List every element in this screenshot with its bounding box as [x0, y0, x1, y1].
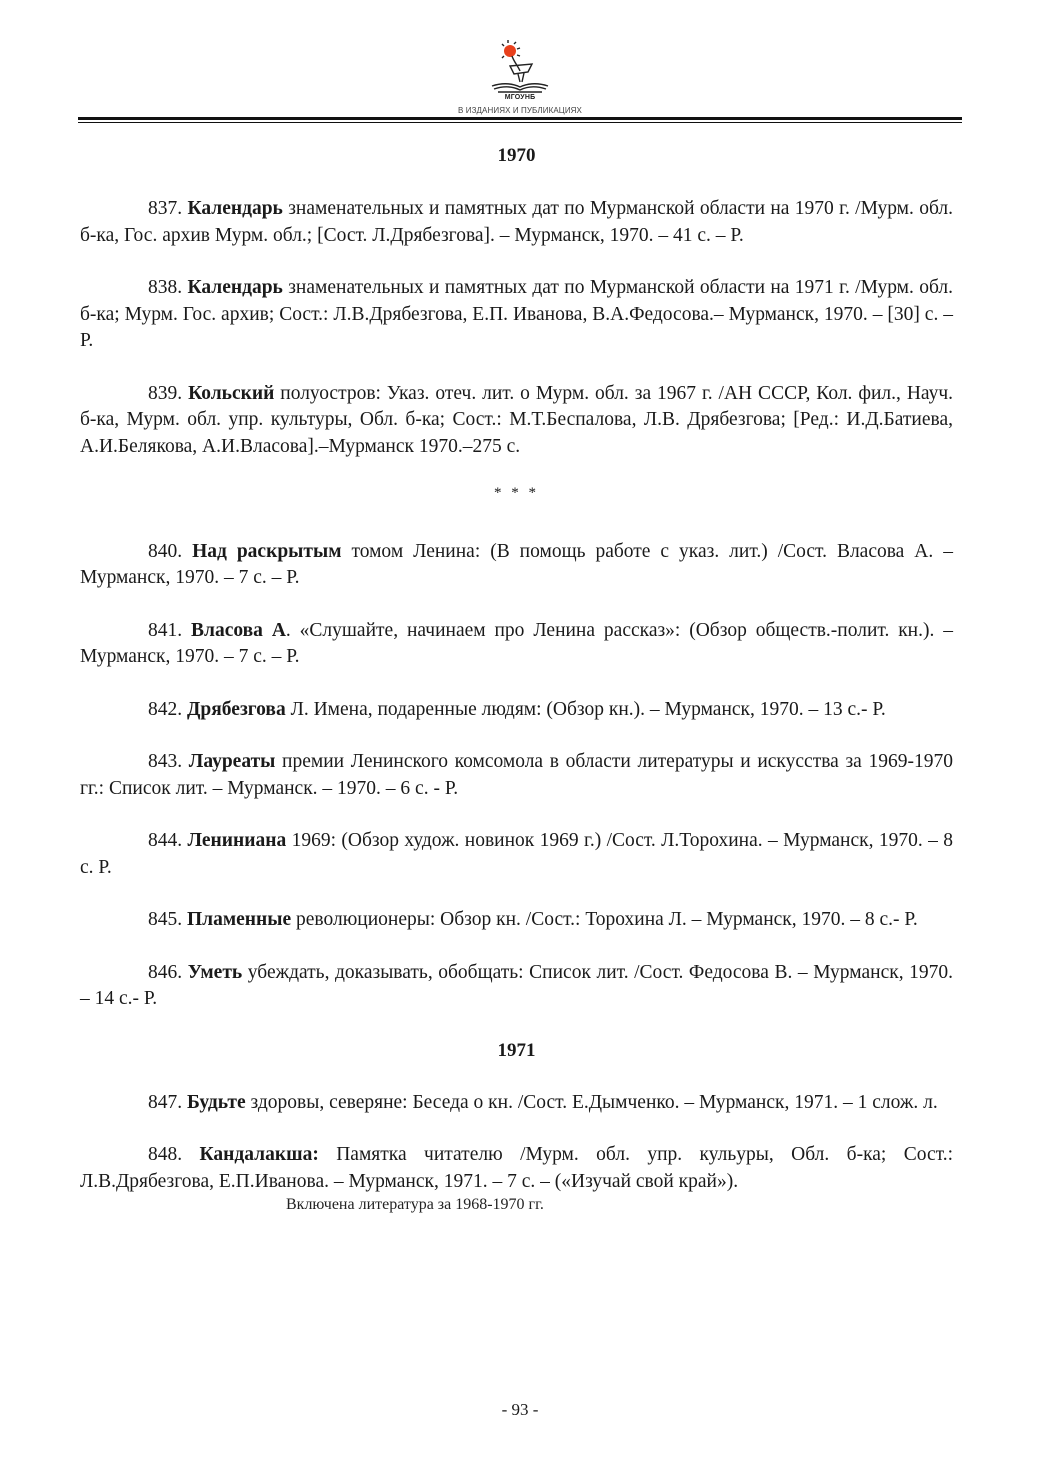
entry-number: 844.	[148, 830, 183, 851]
entry-title: Будьте	[187, 1091, 246, 1113]
entry-text: . «Слушайте, начинаем про Ленина рассказ»: (Обзор обществ.-полит. кн.). – Мурманск, 1970. – 7 с. – Р.	[80, 619, 954, 667]
header-subtitle: В ИЗДАНИЯХ И ПУБЛИКАЦИЯХ	[458, 106, 582, 115]
entry-text: Памятка читателю /Мурм. обл. упр. кульуры, Обл. б-ка; Сост.: Л.В.Дрябезгова, Е.П.Иванова. – Мурманск, 1971. – 7 с. – («Изучай свой край»).	[80, 1144, 953, 1192]
document-body	[80, 143, 953, 1215]
entry-text: премии Ленинского комсомола в области литературы и искусства за 1969-1970 гг.: Список лит. – Мурманск. – 1970. – 6 с. - Р.	[80, 751, 953, 799]
header-rule-thick	[78, 117, 962, 120]
bibliography-entry	[80, 539, 953, 592]
bibliography-entry	[80, 960, 953, 1013]
entry-number: 840.	[148, 540, 183, 562]
entry-title: Пламенные	[187, 909, 292, 930]
entry-text: Л. Имена, подаренные людям: (Обзор кн.). – Мурманск, 1970. – 13 с.- Р.	[285, 698, 886, 720]
entry-title: Над раскрытым	[192, 540, 342, 562]
entry-text: томом Ленина: (В помощь работе с указ. лит.) /Сост. Власова А. – Мурманск, 1970. – 7 с. – Р.	[80, 540, 953, 588]
bibliography-entry	[80, 196, 953, 249]
bibliography-entry	[80, 381, 953, 461]
entry-number: 839.	[148, 382, 183, 404]
entry-number: 838.	[148, 277, 183, 298]
entry-title: Дрябезгова	[187, 698, 286, 720]
entry-text: здоровы, северяне: Беседа о кн. /Сост. Е.Дымченко. – Мурманск, 1971. – 1 слож. л.	[245, 1091, 938, 1113]
entry-text: знаменательных и памятных дат по Мурманской области на 1970 г. /Мурм. обл. б-ка, Гос. архив Мурм. обл.; [Сост. Л.Дрябезгова]. – Мурманск, 1970. – 41 с. – Р.	[80, 198, 953, 246]
entry-text: убеждать, доказывать, обобщать: Список лит. /Сост. Федосова В. – Мурманск, 1970. – 14 с.- Р.	[80, 961, 954, 1009]
entry-text: знаменательных и памятных дат по Мурманской области на 1971 г. /Мурм. обл. б-ка; Мурм. Гос. архив; Сост.: Л.В.Дрябезгова, Е.П. Иванова, В.А.Федосова.– Мурманск, 1970. – [30] с. – Р.	[80, 277, 953, 351]
section-separator: * * *	[494, 485, 539, 501]
entry-text: полуостров: Указ. отеч. лит. о Мурм. обл. за 1967 г. /АН СССР, Кол. фил., Науч. б-ка, Мурм. обл. упр. культуры, Обл. б-ка; Сост.: М.Т.Беспалова, Л.В. Дрябезгова; [Ред.: И.Д.Батиева, А.И.Белякова, А.И.Власова].–Мурманск 1970.–275 с.	[80, 382, 954, 457]
bibliography-entry	[80, 907, 953, 934]
entry-number: 837.	[148, 198, 183, 219]
entry-title: Лениниана	[187, 830, 287, 851]
page-header	[0, 0, 1040, 130]
library-emblem-icon	[484, 38, 556, 100]
entry-number: 842.	[148, 698, 183, 720]
bibliography-entry	[80, 1142, 953, 1195]
logo-text: МГОУНБ	[504, 94, 536, 101]
bibliography-entry	[80, 618, 953, 671]
bibliography-entry	[80, 749, 953, 802]
entry-title: Уметь	[187, 961, 243, 983]
year-heading: 1971	[497, 1039, 536, 1061]
entry-title: Календарь	[187, 277, 283, 298]
entry-number: 843.	[148, 751, 183, 772]
page-number: - 93 -	[501, 1400, 539, 1419]
bibliography-entry	[80, 1090, 953, 1117]
entry-title: Кандалакша:	[199, 1144, 319, 1165]
entry-title: Кольский	[188, 382, 275, 404]
entry-text: революционеры: Обзор кн. /Сост.: Торохина Л. – Мурманск, 1970. – 8 с.- Р.	[291, 909, 918, 930]
header-rule-thin	[78, 122, 962, 123]
bibliography-entry	[80, 697, 953, 724]
entry-number: 847.	[148, 1091, 183, 1113]
entry-number: 846.	[148, 961, 183, 983]
entry-number: 845.	[148, 909, 183, 930]
entry-title: Власова А	[191, 619, 286, 641]
bibliography-entry	[80, 828, 953, 881]
bibliography-entry	[80, 275, 953, 355]
year-heading: 1970	[497, 145, 536, 166]
entry-number: 841.	[148, 619, 183, 641]
entry-text: 1969: (Обзор худож. новинок 1969 г.) /Сост. Л.Торохина. – Мурманск, 1970. – 8 с. Р.	[80, 830, 953, 878]
entry-note: Включена литература за 1968-1970 гг.	[286, 1196, 544, 1213]
entry-number: 848.	[148, 1144, 183, 1165]
entry-title: Лауреаты	[188, 751, 276, 772]
entry-title: Календарь	[187, 198, 283, 219]
